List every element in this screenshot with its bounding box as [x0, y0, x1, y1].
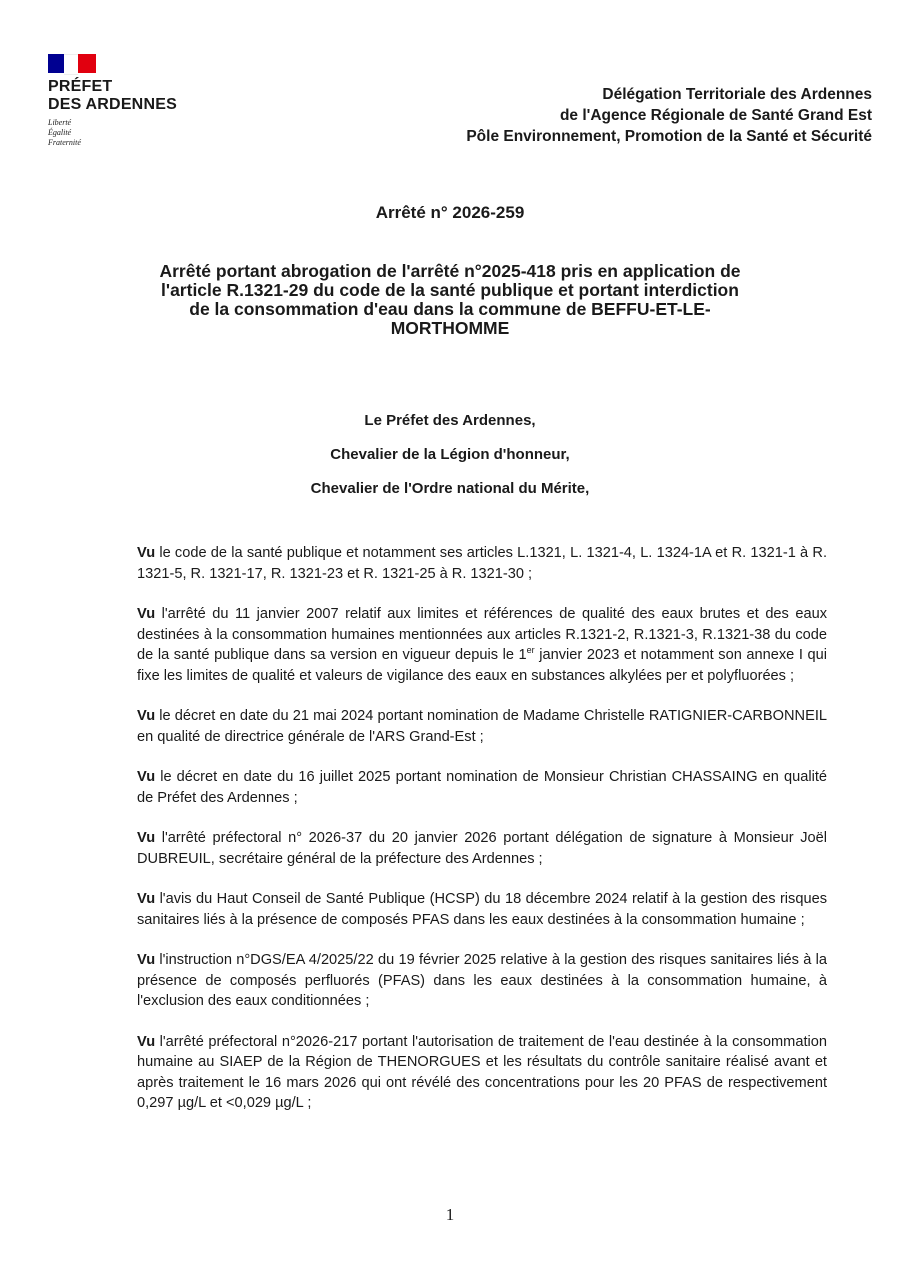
issuer-line-1: Délégation Territoriale des Ardennes — [602, 86, 872, 103]
prefet-line-3: Chevalier de l'Ordre national du Mérite, — [310, 480, 590, 497]
flag-red-band — [78, 54, 96, 73]
visas-body — [137, 543, 827, 1114]
visa-text: l'avis du Haut Conseil de Santé Publique (HCSP) du 18 décembre 2024 relatif à la gestion des risques sanitaires liés à la présence de composés PFAS dans les eaux destinées à la consommation humaine ; — [137, 891, 827, 928]
motto-egalite: Égalité — [48, 128, 72, 137]
vu-label: Vu — [137, 1033, 156, 1050]
vu-label: Vu — [137, 891, 156, 907]
motto-liberte: Liberté — [48, 118, 72, 127]
visa-text: le code de la santé publique et notamment ses articles L.1321, L. 1321-4, L. 1324-1A et R. 1321-1 à R. 1321-5, R. 1321-17, R. 1321-23 et R. 1321-25 à R. 1321-30 ; — [137, 545, 827, 582]
issuer-header — [466, 84, 872, 147]
prefet-line-1: Le Préfet des Ardennes, — [364, 412, 536, 429]
vu-label: Vu — [137, 830, 156, 846]
document-title — [130, 262, 770, 338]
visa-paragraph — [137, 950, 827, 1012]
issuer-line-2: de l'Agence Régionale de Santé Grand Est — [559, 107, 872, 124]
vu-label: Vu — [137, 769, 156, 785]
flag-white-band — [64, 54, 78, 75]
vu-label: Vu — [137, 708, 156, 724]
french-flag-icon — [48, 54, 96, 73]
motto-fraternite: Fraternité — [48, 138, 81, 147]
title-line-1: Arrêté portant abrogation de l'arrêté n°2025-418 pris en application de — [159, 261, 741, 281]
superscript-er: er — [526, 645, 535, 656]
logo-motto — [48, 118, 198, 148]
title-line-3: de la consommation d'eau dans la commune de BEFFU-ET-LE- — [189, 299, 711, 319]
vu-label: Vu — [137, 545, 156, 561]
flag-blue-band — [48, 54, 64, 73]
visa-paragraph — [137, 706, 827, 747]
vu-label: Vu — [137, 606, 156, 622]
logo-line-2: DES ARDENNES — [48, 96, 177, 113]
visa-text: l'instruction n°DGS/EA 4/2025/22 du 19 février 2025 relative à la gestion des risques sanitaires liés à la présence de composés perfluorés (PFAS) dans les eaux destinées à la consommation humaine, à l'exclusion des eaux conditionnées ; — [137, 952, 827, 1009]
arrete-number: Arrêté n° 2026-259 — [375, 203, 525, 222]
page-number: 1 — [445, 1205, 455, 1224]
issuer-line-3: Pôle Environnement, Promotion de la Santé et Sécurité — [466, 128, 872, 145]
prefecture-logo — [48, 54, 198, 148]
visa-paragraph — [137, 604, 827, 686]
visa-text: le décret en date du 21 mai 2024 portant nomination de Madame Christelle RATIGNIER-CARBONNEIL en qualité de directrice générale de l'ARS Grand-Est ; — [137, 708, 827, 745]
visa-paragraph — [137, 767, 827, 808]
logo-line-1: PRÉFET — [48, 78, 113, 95]
visa-paragraph — [137, 1032, 827, 1114]
prefet-block — [0, 404, 900, 506]
visa-paragraph — [137, 543, 827, 584]
visa-text: l'arrêté du 11 janvier 2007 relatif aux limites et références de qualité des eaux brutes et des eaux destinées à la consommation humaines mentionnées aux articles R.1321-2, R.1321-3, R.1321-38 du code de la santé publique dans sa version en vigueur depuis le 1 — [137, 606, 827, 663]
title-line-2: l'article R.1321-29 du code de la santé publique et portant interdiction — [161, 280, 739, 300]
visa-paragraph — [137, 889, 827, 930]
title-line-4: MORTHOMME — [390, 318, 510, 338]
visa-text: l'arrêté préfectoral n°2026-217 portant l'autorisation de traitement de l'eau destinée à la consommation humaine au SIAEP de la Région de THENORGUES et les résultats du contrôle sanitaire réalisé avant et après traitement le 16 mars 2026 qui ont révélé des concentrations pour les 20 PFAS de respectivement 0,297 µg/L et <0,029 µg/L ; — [137, 1033, 827, 1111]
visa-text: l'arrêté préfectoral n° 2026-37 du 20 janvier 2026 portant délégation de signature à Monsieur Joël DUBREUIL, secrétaire général de la préfecture des Ardennes ; — [137, 830, 828, 867]
visa-text: le décret en date du 16 juillet 2025 portant nomination de Monsieur Christian CHASSAING en qualité de Préfet des Ardennes ; — [137, 769, 827, 806]
visa-text-cont: janvier 2023 et notamment son annexe I qui fixe les limites de qualité et valeurs de vigilance des eaux en substances alkylées per et polyfluorées ; — [137, 647, 827, 684]
vu-label: Vu — [137, 952, 156, 968]
prefet-line-2: Chevalier de la Légion d'honneur, — [330, 446, 570, 463]
visa-paragraph — [137, 828, 827, 869]
logo-title — [48, 78, 198, 114]
